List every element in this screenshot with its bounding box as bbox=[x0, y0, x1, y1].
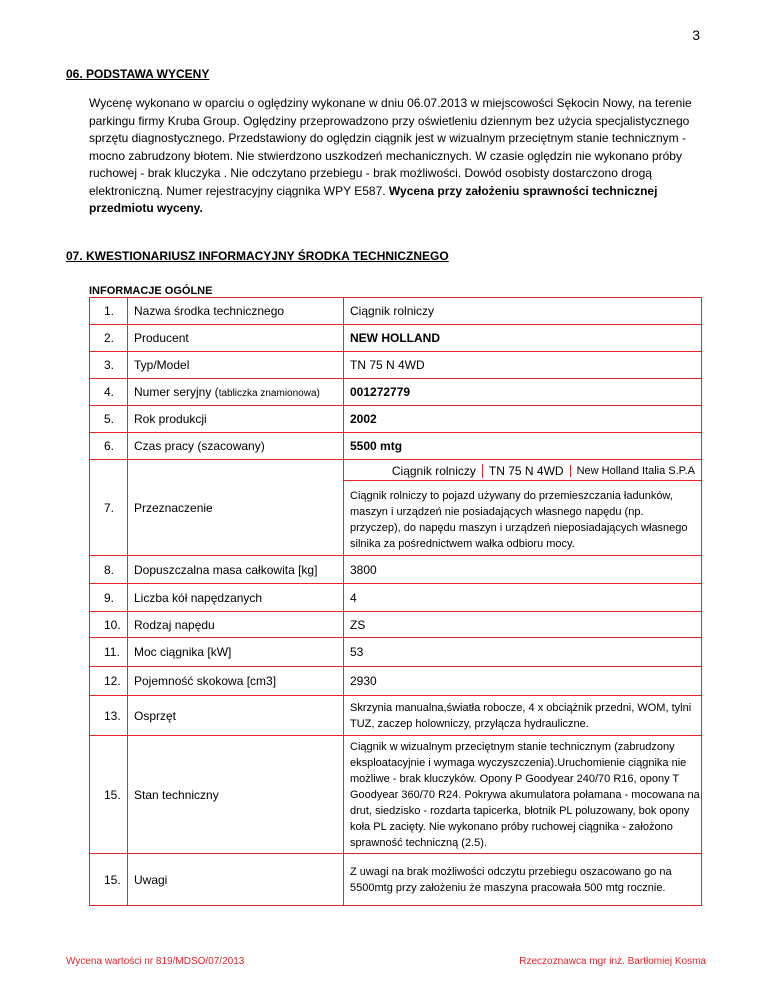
table-row bbox=[90, 667, 702, 696]
row-number: 15. bbox=[90, 736, 128, 854]
table-row bbox=[90, 584, 702, 612]
purpose-description: Ciągnik rolniczy to pojazd używany do przemieszczania ładunków, maszyn i urządzeń nie posiadających własnego napędu (np. przyczep), do napędu maszyn i urządzeń nieposiadających własnego silnika za pośrednictwem wałka odbioru mocy. bbox=[344, 480, 701, 552]
table-row bbox=[90, 325, 702, 352]
row-number: 7. bbox=[90, 460, 128, 556]
row-number: 4. bbox=[90, 379, 128, 406]
purpose-cell bbox=[344, 460, 702, 556]
row-label-main: Numer seryjny ( bbox=[134, 385, 219, 399]
table-row bbox=[90, 460, 702, 556]
row-value: 2930 bbox=[344, 667, 702, 696]
row-value: ZS bbox=[344, 612, 702, 638]
row-value: Ciągnik rolniczy bbox=[344, 298, 702, 325]
row-value: Skrzynia manualna,światła robocze, 4 x obciążnik przedni, WOM, tylni TUZ, zaczep holowniczy, przyłącza hydrauliczne. bbox=[344, 696, 702, 736]
row-number: 15. bbox=[90, 854, 128, 906]
row-value: 2002 bbox=[344, 406, 702, 433]
row-label: Uwagi bbox=[128, 854, 344, 906]
row-label: Rodzaj napędu bbox=[128, 612, 344, 638]
row-label: Pojemność skokowa [cm3] bbox=[128, 667, 344, 696]
row-number: 12. bbox=[90, 667, 128, 696]
table-row bbox=[90, 379, 702, 406]
row-label bbox=[128, 379, 344, 406]
row-label: Typ/Model bbox=[128, 352, 344, 379]
table-row bbox=[90, 352, 702, 379]
row-value: 53 bbox=[344, 638, 702, 667]
table-row bbox=[90, 854, 702, 906]
row-label: Rok produkcji bbox=[128, 406, 344, 433]
footer-appraiser: Rzeczoznawca mgr inż. Bartłomiej Kosma bbox=[519, 956, 706, 967]
purpose-header-manufacturer: New Holland Italia S.P.A bbox=[570, 465, 701, 477]
row-value: 3800 bbox=[344, 556, 702, 584]
row-value: 5500 mtg bbox=[344, 433, 702, 460]
row-value: NEW HOLLAND bbox=[344, 325, 702, 352]
row-number: 6. bbox=[90, 433, 128, 460]
row-number: 1. bbox=[90, 298, 128, 325]
row-number: 11. bbox=[90, 638, 128, 667]
row-value: 001272779 bbox=[344, 379, 702, 406]
row-label: Czas pracy (szacowany) bbox=[128, 433, 344, 460]
table-row bbox=[90, 638, 702, 667]
info-table bbox=[89, 297, 702, 906]
row-number: 9. bbox=[90, 584, 128, 612]
table-row bbox=[90, 298, 702, 325]
row-label: Stan techniczny bbox=[128, 736, 344, 854]
general-info-subheading: INFORMACJE OGÓLNE bbox=[89, 285, 213, 297]
section-6-text: Wycenę wykonano w oparciu o oględziny wykonane w dniu 06.07.2013 w miejscowości Sękocin Nowy, na terenie parkingu firmy Kruba Group. Oględziny przeprowadzono przy oświetleniu dziennym bez użycia specjalistycznego sprzętu diagnostycznego. Przedstawiony do oględzin ciągnik jest w wizualnym przeciętnym stanie technicznym - mocno zabrudzony błotem. Nie stwierdzono uszkodzeń mechanicznych. W czasie oględzin nie wykonano próby ruchowej - brak kluczyka . Nie odczytano przebiegu - brak możliwości. Dowód osobisty dostarczono drogą elektroniczną. Numer rejestracyjny ciągnika WPY E587. bbox=[89, 96, 692, 198]
section-6-bold-text: Wycena przy założeniu sprawności technicznej przedmiotu wyceny. bbox=[89, 183, 658, 215]
row-label: Liczba kół napędzanych bbox=[128, 584, 344, 612]
row-label: Przeznaczenie bbox=[128, 460, 344, 556]
row-number: 13. bbox=[90, 696, 128, 736]
table-row bbox=[90, 406, 702, 433]
row-label-small: tabliczka znamionowa) bbox=[218, 388, 320, 399]
row-number: 5. bbox=[90, 406, 128, 433]
row-value: 4 bbox=[344, 584, 702, 612]
table-row bbox=[90, 556, 702, 584]
page-number: 3 bbox=[692, 27, 700, 43]
row-label: Nazwa środka technicznego bbox=[128, 298, 344, 325]
row-label: Moc ciągnika [kW] bbox=[128, 638, 344, 667]
row-number: 8. bbox=[90, 556, 128, 584]
footer-valuation-number: Wycena wartości nr 819/MDSO/07/2013 bbox=[66, 956, 245, 967]
purpose-header-model: TN 75 N 4WD bbox=[482, 464, 570, 478]
section-6-paragraph bbox=[89, 95, 701, 218]
row-number: 2. bbox=[90, 325, 128, 352]
purpose-header-type: Ciągnik rolniczy bbox=[391, 464, 476, 478]
table-row bbox=[90, 696, 702, 736]
table-row bbox=[90, 736, 702, 854]
row-label: Osprzęt bbox=[128, 696, 344, 736]
row-number: 3. bbox=[90, 352, 128, 379]
section-6-heading: 06. PODSTAWA WYCENY bbox=[66, 67, 210, 81]
row-value: Z uwagi na brak możliwości odczytu przebiegu oszacowano go na 5500mtg przy założeniu że maszyna pracowała 500 mtg rocznie. bbox=[344, 854, 702, 906]
row-number: 10. bbox=[90, 612, 128, 638]
purpose-header bbox=[344, 462, 701, 480]
section-7-heading: 07. KWESTIONARIUSZ INFORMACYJNY ŚRODKA TECHNICZNEGO bbox=[66, 249, 449, 263]
row-value: TN 75 N 4WD bbox=[344, 352, 702, 379]
table-row bbox=[90, 433, 702, 460]
table-row bbox=[90, 612, 702, 638]
row-label: Dopuszczalna masa całkowita [kg] bbox=[128, 556, 344, 584]
row-label: Producent bbox=[128, 325, 344, 352]
row-value: Ciągnik w wizualnym przeciętnym stanie technicznym (zabrudzony eksploatacyjnie i wymaga wyczyszczenia).Uruchomienie ciągnika nie możliwe - brak kluczyków. Opony P Goodyear 240/70 R16, opony T Goodyear 360/70 R24. Pokrywa akumulatora połamana - mocowana na drut, siedzisko - rozdarta tapicerka, błotnik PL poluzowany, bok opony koła PL zacięty. Nie wykonano próby ruchowej ciągnika - założono sprawność techniczną (2.5). bbox=[344, 736, 702, 854]
